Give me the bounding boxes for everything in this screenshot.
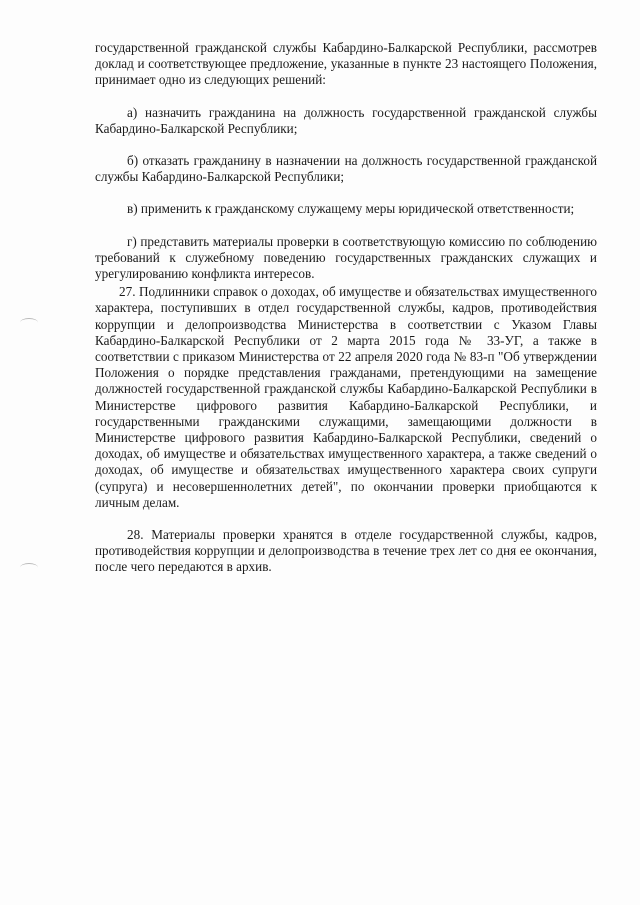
decision-item-v: в) применить к гражданскому служащему меры юридической ответственности;	[127, 201, 575, 217]
punch-hole-mark	[20, 563, 38, 572]
decision-item-a: а) назначить гражданина на должность государственной гражданской службы Кабардино-Балкарской Республики;	[95, 104, 597, 136]
document-body	[95, 40, 597, 576]
clause-28: 28. Материалы проверки хранятся в отделе государственной службы, кадров, противодействия коррупции и делопроизводства в течение трех лет со дня ее окончания, после чего передаются в архив.	[95, 527, 597, 575]
clause-27: 27. Подлинники справок о доходах, об имуществе и обязательствах имущественного характера, поступивших в отдел государственной службы, кадров, противодействия коррупции и делопроизводства Министерства в соответствии с Указом Главы Кабардино-Балкарской Республики от 2 марта 2015 года № 33-УГ, а также в соответствии с приказом Министерства от 22 апреля 2020 года № 83-п "Об утверждении Положения о порядке представления гражданами, претендующими на замещение должностей государственной гражданской службы Кабардино-Балкарской Республики в Министерстве цифрового развития Кабардино-Балкарской Республики, и государственными гражданскими служащими, замещающими должности в Министерстве цифрового развития Кабардино-Балкарской Республики, сведений о доходах, об имуществе и обязательствах имущественного характера, а также сведений о доходах, об имуществе и обязательствах имущественного характера своих супруги (супруга) и несовершеннолетних детей", по окончании проверки приобщаются к личным делам.	[95, 284, 597, 510]
punch-hole-mark	[20, 318, 38, 327]
decision-item-g: г) представить материалы проверки в соответствующую комиссию по соблюдению требований к служебному поведению государственных гражданских служащих и урегулированию конфликта интересов.	[95, 233, 597, 282]
decision-item-b: б) отказать гражданину в назначении на должность государственной гражданской службы Кабардино-Балкарской Республики;	[95, 153, 597, 185]
intro-paragraph: государственной гражданской службы Кабардино-Балкарской Республики, рассмотрев доклад и соответствующее предложение, указанные в пункте 23 настоящего Положения, принимает одно из следующих решений:	[95, 40, 597, 88]
